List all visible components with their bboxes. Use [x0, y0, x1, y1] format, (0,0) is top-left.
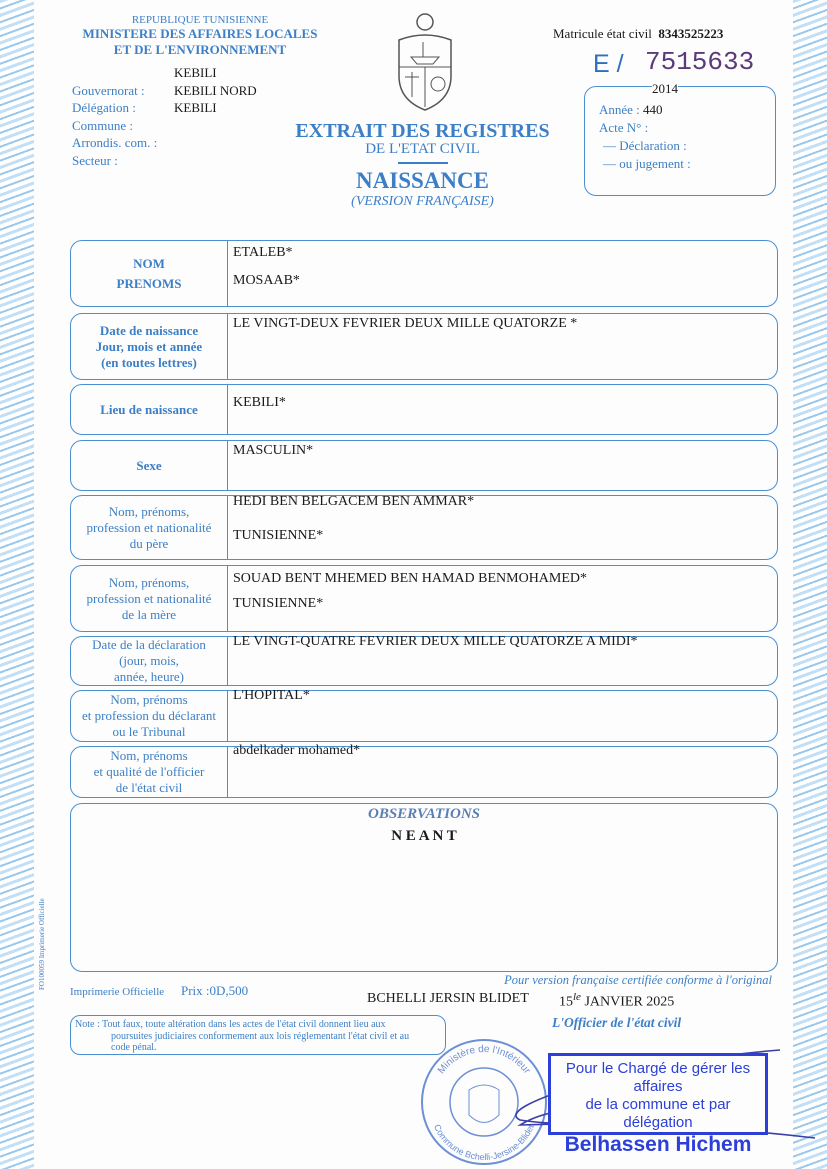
price: Prix :0D,500	[181, 983, 249, 998]
date	[559, 991, 674, 1011]
registry-row	[70, 565, 778, 632]
admin-field	[72, 134, 257, 152]
observations-title: OBSERVATIONS	[368, 806, 480, 822]
acte-info	[599, 101, 691, 173]
row-value: HEDI BEN BELGACEM BEN AMMAR*	[233, 494, 475, 509]
ministry-line2: ET DE L'ENVIRONNEMENT	[113, 42, 287, 57]
matricule-value: 8343525223	[658, 26, 724, 41]
row-label-line: du père	[129, 535, 169, 551]
date-day: 15	[559, 994, 573, 1010]
row-label	[71, 637, 228, 685]
row-label-line: ou le Tribunal	[112, 724, 186, 739]
note-line3: code pénal.	[111, 1042, 157, 1053]
admin-field	[72, 117, 257, 135]
acte-label: Acte N° :	[599, 120, 649, 135]
registry-row	[70, 313, 778, 380]
officer-title: L'Officier de l'état civil	[552, 1015, 682, 1030]
row-label-line: Nom, prénoms	[110, 692, 188, 707]
row-label-line: de la mère	[121, 606, 177, 622]
legal-note	[70, 1015, 446, 1055]
row-value: MASCULIN*	[233, 443, 314, 458]
row-label-line: profession et nationalité	[86, 519, 212, 535]
row-label	[71, 241, 228, 306]
tunisia-coat-of-arms-icon	[393, 12, 457, 112]
stamp-line3: Belhassen Hichem	[564, 1133, 752, 1156]
date-sup: le	[573, 991, 581, 1003]
note-line1: Note : Tout faux, toute altération dans les actes de l'état civil donnent lieu aux	[75, 1019, 386, 1030]
row-label-line: Nom, prénoms,	[108, 503, 190, 519]
row-label-line: année, heure)	[113, 669, 184, 684]
admin-field-value: KEBILI	[174, 65, 217, 80]
registry-row	[70, 440, 778, 491]
row-label-line: Nom, prénoms	[110, 748, 188, 763]
row-label-line: (jour, mois,	[119, 653, 179, 668]
jugement-label: — ou jugement :	[603, 156, 691, 171]
row-label-line: NOM	[133, 255, 165, 271]
row-value: LE VINGT-DEUX FEVRIER DEUX MILLE QUATORZE *	[233, 316, 578, 331]
row-label	[71, 691, 228, 741]
annee-value: 440	[643, 102, 663, 117]
admin-field	[72, 99, 257, 117]
document-title	[280, 120, 565, 210]
registry-row	[70, 384, 778, 435]
admin-field	[72, 64, 257, 82]
row-label	[71, 314, 228, 379]
title-naissance: NAISSANCE	[356, 168, 489, 193]
title-divider	[398, 162, 448, 164]
row-value: KEBILI*	[233, 395, 286, 410]
row-value: L'HOPITAL*	[233, 688, 310, 703]
republic-text: REPUBLIQUE TUNISIENNE	[131, 14, 269, 26]
row-value: MOSAAB*	[233, 273, 300, 288]
annee-label: Année :	[599, 102, 640, 117]
serial-prefix: E /	[593, 50, 624, 78]
stamp-line1: Pour le Chargé de gérer les affaires	[565, 1060, 751, 1095]
row-value: ETALEB*	[233, 245, 293, 260]
decorative-border-left	[0, 0, 34, 1169]
row-value: TUNISIENNE*	[233, 596, 324, 611]
title-extrait: EXTRAIT DES REGISTRES	[295, 120, 550, 142]
admin-field-label: Secteur :	[72, 152, 118, 168]
row-label-line: Date de la déclaration	[92, 637, 206, 652]
ministry-header	[70, 14, 330, 58]
row-label-line: Lieu de naissance	[100, 401, 198, 417]
row-label-line: PRENOMS	[116, 275, 182, 291]
observations-value: N E A N T	[391, 828, 457, 844]
year: 2014	[652, 81, 678, 96]
registry-row	[70, 240, 778, 307]
row-value: abdelkader mohamed*	[233, 743, 361, 758]
side-print: FO100059 Imprimerie Officielle	[38, 898, 46, 990]
date-rest: JANVIER 2025	[584, 994, 675, 1010]
row-value: TUNISIENNE*	[233, 528, 324, 543]
admin-field-label	[72, 64, 174, 82]
row-label-line: (en toutes lettres)	[101, 354, 197, 370]
seal-top-text-path: Ministère de l'Intérieur	[435, 1043, 533, 1077]
declaration-label: — Déclaration :	[603, 138, 687, 153]
row-label-line: de l'état civil	[115, 780, 183, 795]
row-label-line: Jour, mois et année	[95, 338, 203, 354]
registry-row	[70, 495, 778, 560]
admin-field	[72, 82, 257, 100]
row-label-line: et qualité de l'officier	[93, 764, 205, 779]
admin-field-label: Commune :	[72, 117, 134, 133]
registry-row	[70, 743, 778, 798]
row-label	[71, 441, 228, 490]
row-label	[71, 747, 228, 797]
title-etat-civil: DE L'ETAT CIVIL	[365, 141, 480, 157]
admin-field	[72, 152, 257, 170]
title-version: (VERSION FRANÇAISE)	[351, 194, 494, 209]
certified-text: Pour version française certifiée conforme à l'original	[504, 973, 772, 987]
row-label-line: Date de naissance	[99, 322, 199, 338]
ministry-line1: MINISTERE DES AFFAIRES LOCALES	[82, 26, 318, 41]
decorative-border-right	[793, 0, 827, 1169]
row-label-line: Sexe	[136, 457, 162, 473]
row-label-line: et profession du déclarant	[82, 708, 216, 723]
printer: Imprimerie Officielle	[70, 986, 165, 998]
delegation-stamp	[548, 1053, 768, 1156]
row-label-line: Nom, prénoms,	[108, 574, 190, 590]
registry-row	[70, 636, 778, 686]
matricule-label: Matricule état civil	[553, 26, 652, 41]
row-value: LE VINGT-QUATRE FEVRIER DEUX MILLE QUATORZE A MIDI*	[233, 634, 638, 649]
matricule	[553, 26, 723, 42]
admin-field-value: KEBILI	[174, 100, 217, 115]
stamp-line2: de la commune et par délégation	[585, 1096, 731, 1131]
observations-box	[70, 803, 778, 972]
admin-fields	[72, 64, 257, 169]
admin-field-label: Gouvernorat :	[72, 82, 145, 98]
row-value: SOUAD BENT MHEMED BEN HAMAD BENMOHAMED*	[233, 571, 588, 586]
place: BCHELLI JERSIN BLIDET	[367, 991, 529, 1006]
registry-row	[70, 690, 778, 742]
serial-number: 7515633	[645, 47, 755, 77]
row-label	[71, 385, 228, 434]
row-label	[71, 566, 228, 631]
admin-field-label: Délégation :	[72, 100, 136, 115]
admin-field-value: KEBILI NORD	[174, 82, 257, 98]
note-line2: poursuites judiciaires conformement aux lois réglementant l'état civil et au	[111, 1030, 410, 1042]
admin-field-label: Arrondis. com. :	[72, 135, 158, 150]
seal-bottom-text-path: Commune Bchelli-Jersine-Blidet	[431, 1122, 536, 1163]
row-label	[71, 496, 228, 559]
row-label-line: profession et nationalité	[86, 590, 212, 606]
